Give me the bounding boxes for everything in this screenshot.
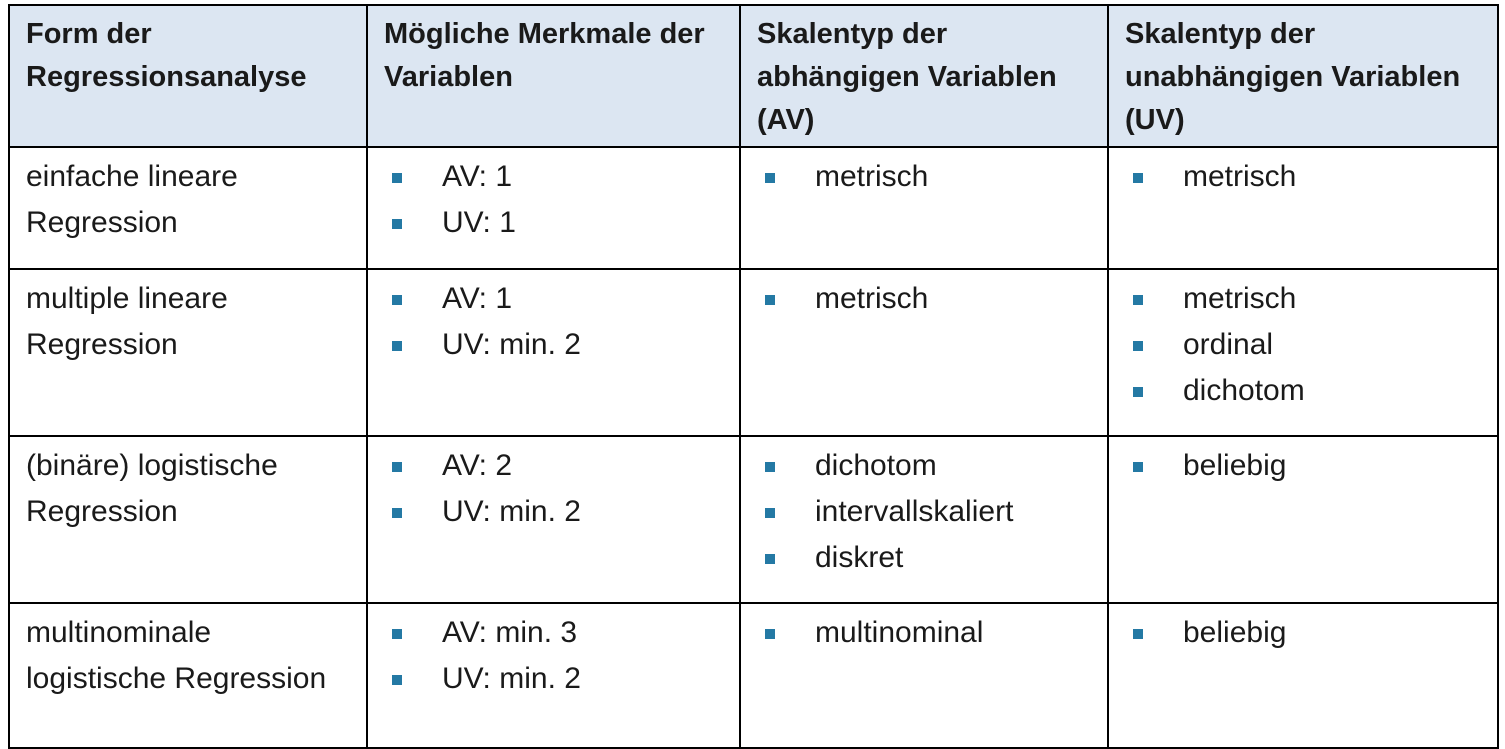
bullet-list bbox=[1125, 443, 1487, 489]
bullet-icon bbox=[1133, 462, 1143, 472]
cell-av bbox=[740, 603, 1108, 748]
bullet-icon bbox=[765, 173, 775, 183]
bullet-list bbox=[384, 154, 729, 246]
list-item bbox=[757, 443, 1097, 489]
bullet-icon bbox=[392, 341, 402, 351]
table-body bbox=[9, 147, 1498, 748]
bullet-icon bbox=[1133, 629, 1143, 639]
bullet-icon bbox=[1133, 295, 1143, 305]
cell-merkmale bbox=[367, 147, 740, 269]
list-item bbox=[384, 443, 729, 489]
bullet-icon bbox=[1133, 341, 1143, 351]
list-item-text: metrisch bbox=[815, 282, 929, 315]
list-item bbox=[1125, 322, 1487, 368]
cell-uv bbox=[1108, 269, 1498, 436]
list-item bbox=[757, 489, 1097, 535]
list-item-text: metrisch bbox=[1183, 160, 1297, 193]
cell-form: (binäre) logistische Regression bbox=[9, 436, 367, 603]
bullet-icon bbox=[765, 629, 775, 639]
table-row bbox=[9, 603, 1498, 748]
list-item-text: beliebig bbox=[1183, 449, 1287, 482]
bullet-icon bbox=[765, 508, 775, 518]
list-item-text: intervallskaliert bbox=[815, 495, 1014, 528]
list-item bbox=[1125, 443, 1487, 489]
cell-form: einfache lineare Regression bbox=[9, 147, 367, 269]
list-item bbox=[384, 200, 729, 246]
header-merkmale: Mögliche Merkmale der Variablen bbox=[367, 5, 740, 147]
bullet-list bbox=[757, 610, 1097, 656]
bullet-icon bbox=[392, 295, 402, 305]
list-item-text: UV: min. 2 bbox=[442, 328, 581, 361]
list-item bbox=[384, 489, 729, 535]
list-item bbox=[384, 656, 729, 702]
list-item bbox=[1125, 368, 1487, 414]
bullet-list bbox=[757, 154, 1097, 200]
list-item-text: metrisch bbox=[815, 160, 929, 193]
bullet-icon bbox=[392, 219, 402, 229]
cell-merkmale bbox=[367, 603, 740, 748]
cell-form: multiple lineare Regression bbox=[9, 269, 367, 436]
header-uv-skalentyp: Skalentyp der unabhängigen Variablen (UV) bbox=[1108, 5, 1498, 147]
list-item bbox=[757, 535, 1097, 581]
bullet-icon bbox=[392, 173, 402, 183]
bullet-icon bbox=[765, 554, 775, 564]
bullet-icon bbox=[765, 462, 775, 472]
bullet-list bbox=[1125, 610, 1487, 656]
bullet-list bbox=[384, 443, 729, 535]
bullet-icon bbox=[392, 675, 402, 685]
cell-av bbox=[740, 436, 1108, 603]
list-item-text: UV: min. 2 bbox=[442, 495, 581, 528]
list-item bbox=[1125, 154, 1487, 200]
cell-merkmale bbox=[367, 436, 740, 603]
list-item-text: AV: min. 3 bbox=[442, 616, 578, 649]
header-av-skalentyp: Skalentyp der abhängigen Variablen (AV) bbox=[740, 5, 1108, 147]
header-row bbox=[9, 5, 1498, 147]
list-item-text: AV: 1 bbox=[442, 282, 513, 315]
cell-uv bbox=[1108, 147, 1498, 269]
bullet-icon bbox=[1133, 387, 1143, 397]
cell-av bbox=[740, 147, 1108, 269]
bullet-list bbox=[1125, 276, 1487, 414]
list-item-text: diskret bbox=[815, 541, 904, 574]
bullet-icon bbox=[765, 295, 775, 305]
bullet-list bbox=[384, 276, 729, 368]
list-item bbox=[384, 610, 729, 656]
bullet-icon bbox=[392, 462, 402, 472]
bullet-list bbox=[384, 610, 729, 702]
bullet-list bbox=[757, 443, 1097, 581]
list-item-text: UV: min. 2 bbox=[442, 662, 581, 695]
list-item bbox=[757, 154, 1097, 200]
list-item bbox=[757, 610, 1097, 656]
bullet-icon bbox=[392, 629, 402, 639]
list-item-text: metrisch bbox=[1183, 282, 1297, 315]
bullet-icon bbox=[392, 508, 402, 518]
list-item bbox=[384, 322, 729, 368]
list-item-text: beliebig bbox=[1183, 616, 1287, 649]
list-item bbox=[757, 276, 1097, 322]
cell-uv bbox=[1108, 436, 1498, 603]
table-header bbox=[9, 5, 1498, 147]
table-row bbox=[9, 269, 1498, 436]
cell-merkmale bbox=[367, 269, 740, 436]
list-item-text: AV: 2 bbox=[442, 449, 513, 482]
cell-form: multinominale logistische Regression bbox=[9, 603, 367, 748]
table-row bbox=[9, 147, 1498, 269]
table-row bbox=[9, 436, 1498, 603]
list-item-text: multinominal bbox=[815, 616, 984, 649]
bullet-list bbox=[1125, 154, 1487, 200]
list-item bbox=[1125, 610, 1487, 656]
list-item-text: AV: 1 bbox=[442, 160, 513, 193]
list-item-text: dichotom bbox=[815, 449, 937, 482]
list-item-text: UV: 1 bbox=[442, 206, 516, 239]
list-item bbox=[384, 276, 729, 322]
list-item-text: ordinal bbox=[1183, 328, 1274, 361]
list-item-text: dichotom bbox=[1183, 374, 1305, 407]
bullet-icon bbox=[1133, 173, 1143, 183]
list-item bbox=[384, 154, 729, 200]
list-item bbox=[1125, 276, 1487, 322]
cell-uv bbox=[1108, 603, 1498, 748]
cell-av bbox=[740, 269, 1108, 436]
header-form: Form der Regressionsanalyse bbox=[9, 5, 367, 147]
regression-table bbox=[8, 4, 1499, 749]
bullet-list bbox=[757, 276, 1097, 322]
